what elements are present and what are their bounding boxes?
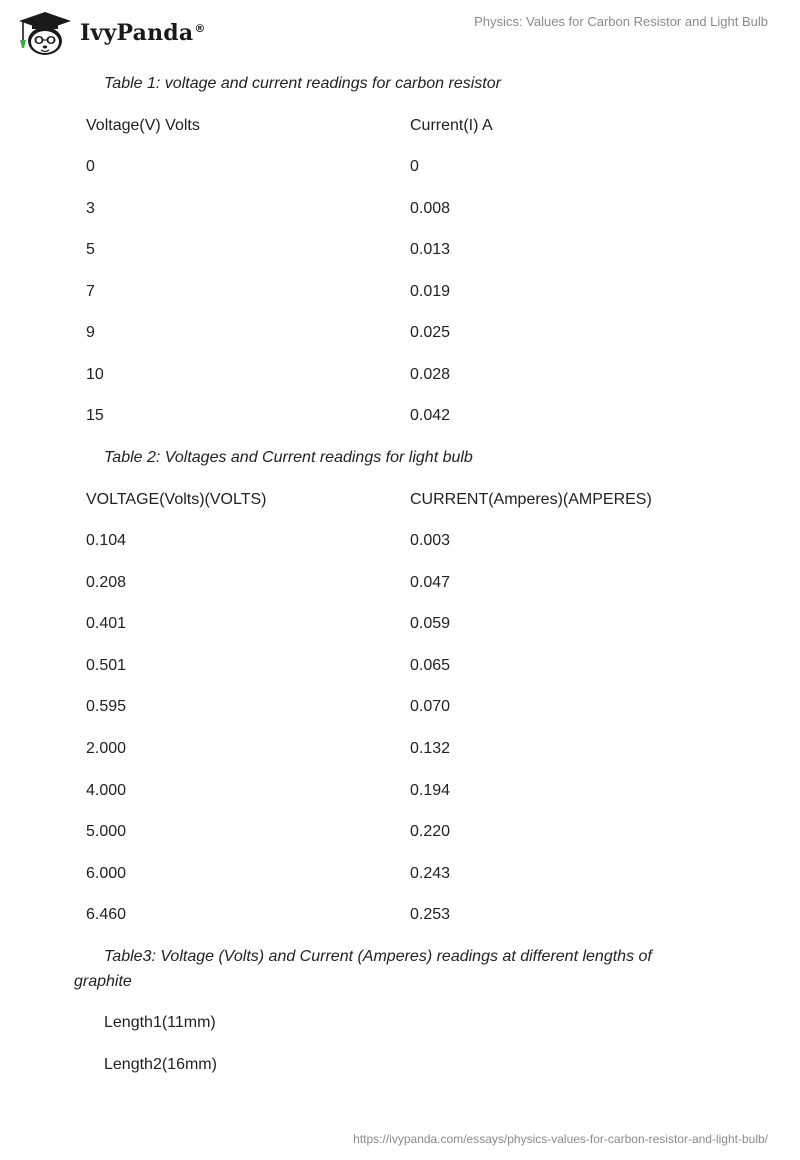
table2-header-voltage: VOLTAGE(Volts)(VOLTS) [86, 491, 267, 508]
table2-current-cell: 0.132 [410, 740, 451, 757]
table2-row [86, 612, 746, 636]
table2-current-cell: 0.243 [410, 865, 451, 882]
table2-current-cell: 0.065 [410, 657, 451, 674]
table2-caption: Table 2: Voltages and Current readings for light bulb [104, 449, 473, 466]
table1-header-voltage: Voltage(V) Volts [86, 117, 200, 134]
table1-voltage-cell: 7 [86, 283, 95, 300]
table2-row [86, 820, 746, 844]
table2-current-cell: 0.047 [410, 574, 451, 591]
table2-header-current: CURRENT(Amperes)(AMPERES) [410, 491, 652, 508]
table1-current-cell: 0.042 [410, 407, 451, 424]
table1-voltage-cell: 9 [86, 324, 95, 341]
table2-row [86, 737, 746, 761]
table2-header-row [86, 488, 746, 512]
table1-caption: Table 1: voltage and current readings for carbon resistor [104, 75, 501, 92]
table1-current-cell: 0.008 [410, 200, 451, 217]
table1-voltage-cell: 0 [86, 158, 95, 175]
table1-row [86, 155, 746, 179]
table2-row [86, 654, 746, 678]
table1-current-cell: 0.013 [410, 241, 451, 258]
table2-voltage-cell: 4.000 [86, 782, 127, 799]
table2-row [86, 571, 746, 595]
table2-current-cell: 0.194 [410, 782, 451, 799]
page-header [0, 0, 800, 64]
table2-current-cell: 0.220 [410, 823, 451, 840]
table2-voltage-cell: 6.000 [86, 865, 127, 882]
table2-row [86, 862, 746, 886]
table1-row [86, 238, 746, 262]
table3-caption-line2: graphite [74, 973, 132, 990]
table3-caption-line1: Table3: Voltage (Volts) and Current (Amperes) readings at different lengths of [104, 948, 652, 965]
table1-current-cell: 0.019 [410, 283, 451, 300]
table2-voltage-cell: 2.000 [86, 740, 127, 757]
table2-row [86, 695, 746, 719]
table2-voltage-cell: 5.000 [86, 823, 127, 840]
source-url[interactable]: https://ivypanda.com/essays/physics-values-for-carbon-resistor-and-light-bulb/ [353, 1132, 768, 1146]
table2-voltage-cell: 0.104 [86, 532, 127, 549]
table1-voltage-cell: 3 [86, 200, 95, 217]
table3-item: Length1(11mm) [104, 1014, 216, 1031]
table2-voltage-cell: 0.208 [86, 574, 127, 591]
table2-row [86, 903, 746, 927]
table1-current-cell: 0.025 [410, 324, 451, 341]
table1-header-row [86, 114, 746, 138]
table2-row [86, 779, 746, 803]
table2-current-cell: 0.059 [410, 615, 451, 632]
table1-row [86, 321, 746, 345]
table2-row [86, 529, 746, 553]
table3-item: Length2(16mm) [104, 1056, 217, 1073]
table1-row [86, 280, 746, 304]
ivypanda-logo[interactable] [16, 10, 206, 56]
table1-header-current: Current(I) A [410, 117, 493, 134]
table2-current-cell: 0.253 [410, 906, 451, 923]
panda-mascot-icon [16, 10, 74, 56]
table1-voltage-cell: 15 [86, 407, 104, 424]
document-title: Physics: Values for Carbon Resistor and Light Bulb [474, 14, 768, 29]
table1-current-cell: 0 [410, 158, 419, 175]
table2-current-cell: 0.070 [410, 698, 451, 715]
table1-row [86, 363, 746, 387]
table2-voltage-cell: 0.501 [86, 657, 127, 674]
registered-mark: ® [194, 21, 206, 35]
table2-current-cell: 0.003 [410, 532, 451, 549]
table1-voltage-cell: 5 [86, 241, 95, 258]
logo-text: IvyPanda [80, 20, 194, 46]
table1-row [86, 404, 746, 428]
logo-wordmark [80, 20, 206, 46]
table2-voltage-cell: 6.460 [86, 906, 127, 923]
table2-voltage-cell: 0.401 [86, 615, 127, 632]
table2-voltage-cell: 0.595 [86, 698, 127, 715]
table1-current-cell: 0.028 [410, 366, 451, 383]
table1-row [86, 197, 746, 221]
table1-voltage-cell: 10 [86, 366, 104, 383]
